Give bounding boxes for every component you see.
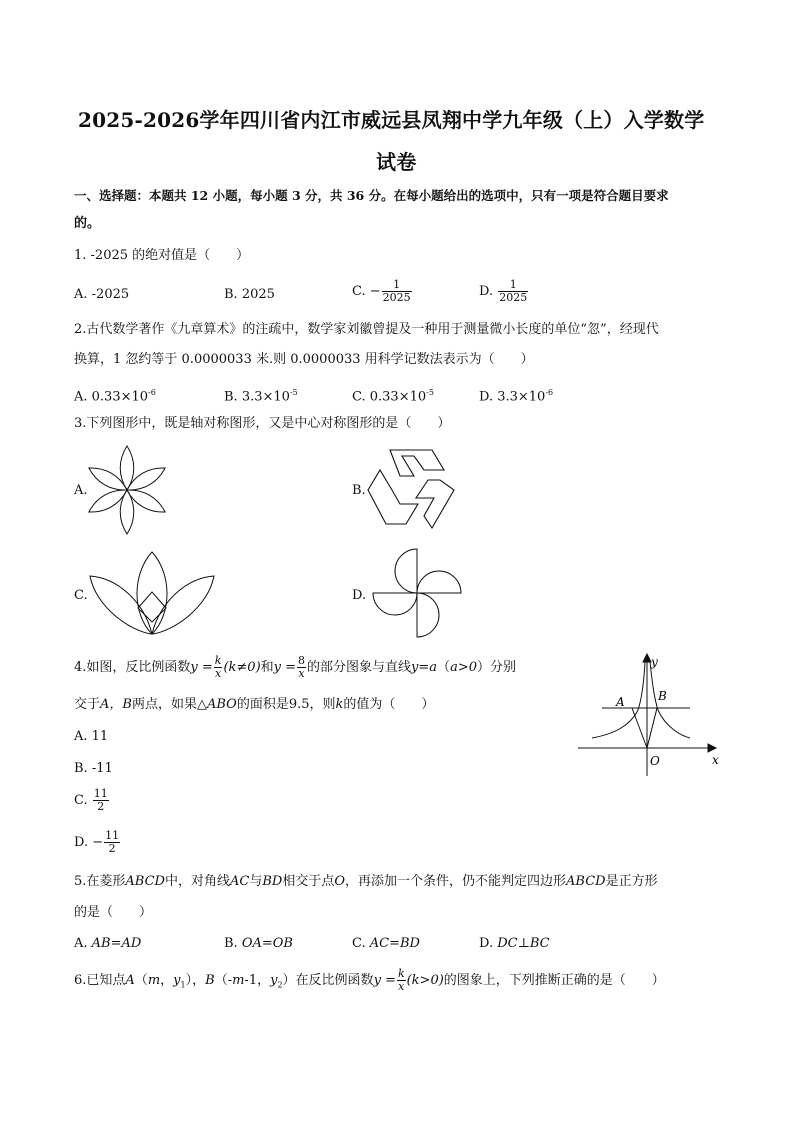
label-y: y [651,655,658,669]
q3-option-c-label: C. [74,588,88,603]
question-5-line1: 5.在菱形ABCD中，对角线AC与BD相交于点O，再添加一个条件，仍不能判定四边形ABCD是正方形 [74,874,658,889]
q1-option-d: D. $\frac{1}{2025}$ [479,278,528,304]
q3-figure-flower [84,444,170,536]
q2-option-b: B. $3.3\times 10^{-5}$ [224,388,298,405]
segment-AO [632,708,647,748]
page-title-line1: 2025-2026学年四川省内江市威远县凤翔中学九年级（上）入学数学 [78,108,705,132]
question-1-stem: 1. -2025 的绝对值是（ ） [74,248,250,263]
q4-option-b: B. -11 [74,761,113,776]
label-x: x [712,753,719,767]
label-a: A [616,695,625,709]
question-2-line2: 换算，1 忽约等于 0.0000033 米.则 0.0000033 用科学记数法表示为（ ） [74,352,534,367]
question-4-line2: 交于A，B两点，如果△ABO的面积是9.5，则k的值为（ ） [74,697,435,712]
q2-option-d: D. $3.3\times 10^{-6}$ [479,388,554,405]
hyperbola-right [650,662,690,738]
y-axis-arrow [643,654,651,662]
page-title-line2: 试卷 [376,150,417,174]
section-heading: 一、选择题：本题共 12 小题，每小题 3 分，共 36 分。在每小题给出的选项中，只有一项是符合题目要求 [74,188,669,203]
question-5-line2: 的是（ ） [74,905,153,920]
question-2-line1: 2.古代数学著作《九章算术》的注疏中，数学家刘徽曾提及一种用于测量微小长度的单位“忽”，经现代 [74,322,659,337]
q4-option-d: D. − $\frac{11}{2}$ [74,829,120,855]
question-3-stem: 3.下列图形中，既是轴对称图形，又是中心对称图形的是（ ） [74,416,451,431]
q1-option-b: B. 2025 [224,287,275,302]
q5-option-b: B. OA=OB [224,936,293,951]
q3-figure-pinwheel [372,546,462,640]
q3-option-d-label: D. [352,588,367,603]
q5-option-d: D. DC⊥BC [479,936,550,951]
q4-option-a: A. 11 [74,729,109,744]
section-heading-cont: 的。 [74,216,101,231]
label-o: O [650,754,660,768]
q3-option-b-label: B. [352,483,366,498]
q2-option-c: C. $0.33\times 10^{-5}$ [352,388,434,405]
q1-option-c: C. − $\frac{1}{2025}$ [352,278,411,304]
q5-option-c: C. AC=BD [352,936,420,951]
q4-graph-figure [574,650,726,778]
q5-option-a: A. AB=AD [74,936,142,951]
q4-option-c: C. $\frac{11}{2}$ [74,787,108,813]
question-6-stem: 6.已知点A（m，$y_1$），B（-m-1，$y_2$）在反比例函数y = $\frac{k}{x}$ (k>0)的图象上，下列推断正确的是（ ） [74,967,665,993]
q1-option-a: A. -2025 [74,287,130,302]
q3-figure-lotus [88,548,216,636]
q2-option-a: A. $0.33\times 10^{-6}$ [74,388,156,405]
label-b: B [658,689,667,703]
x-axis-arrow [708,744,716,752]
segment-BO [647,708,657,748]
question-4-line1: 4.如图，反比例函数y = $\frac{k}{x}$ (k≠0)和y = $\frac{8}{x}$ 的部分图象与直线y=a（a>0）分别 [74,654,516,680]
q3-option-a-label: A. [74,483,88,498]
q3-figure-recycle [366,446,456,530]
